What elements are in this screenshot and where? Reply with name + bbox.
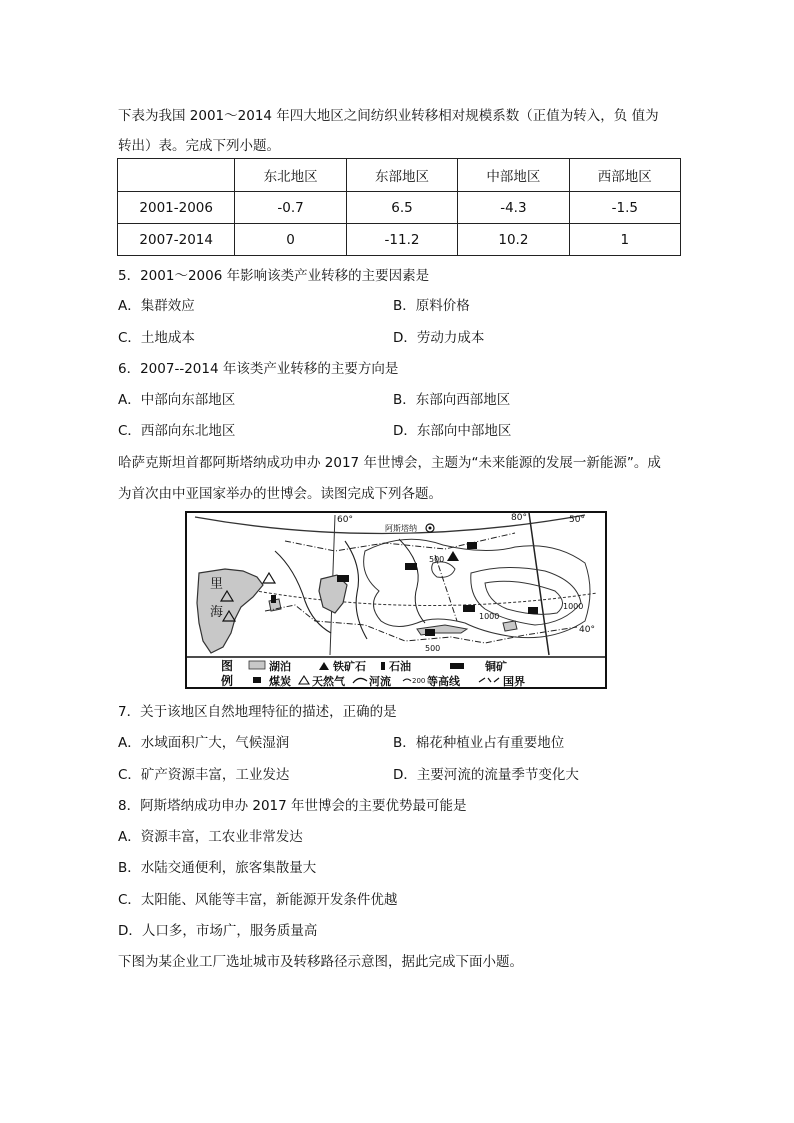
q8-option-b: B．水陆交通便利，旅客集散量大 (118, 860, 317, 876)
table-cell: -4.3 (458, 192, 569, 224)
legend-coal-icon (253, 677, 261, 683)
central-asia-map (185, 511, 607, 689)
q7-option-a: A．水域面积广大，气候湿润 (118, 735, 290, 751)
q6-option-c: C．西部向东北地区 (118, 423, 236, 439)
q8-option-a: A．资源丰富，工农业非常发达 (118, 829, 303, 845)
longitude-60-label: 60° (337, 515, 353, 525)
table-header-cell: 西部地区 (569, 159, 680, 192)
transfer-coefficient-table (117, 158, 681, 256)
legend-lake-swatch (249, 661, 265, 669)
table-cell: -11.2 (346, 224, 457, 256)
copper-symbol (337, 575, 349, 582)
table-intro-line-1: 下表为我国 2001～2014 年四大地区之间纺织业转移相对规模系数（正值为转入，负 值为 (118, 108, 659, 124)
legend-lake-label: 湖泊 (269, 660, 291, 673)
table-cell: 0 (235, 224, 346, 256)
q6-stem: 6．2007--2014 年该类产业转移的主要方向是 (118, 361, 399, 377)
legend-copper-icon (450, 663, 464, 669)
table-cell: 6.5 (346, 192, 457, 224)
map-intro-line-2: 为首次由中亚国家举办的世博会。读图完成下列各题。 (118, 486, 442, 502)
table-cell: 1 (569, 224, 680, 256)
astana-label: 阿斯塔纳 (385, 524, 417, 533)
copper-symbol (405, 563, 417, 570)
table-row (118, 192, 681, 224)
table-header-cell: 东北地区 (235, 159, 346, 192)
legend-river-label: 河流 (369, 675, 391, 688)
q5-option-b: B．原料价格 (393, 298, 470, 314)
caspian-label-2: 海 (210, 605, 224, 620)
copper-symbol (463, 605, 475, 612)
q8-stem: 8．阿斯塔纳成功申办 2017 年世博会的主要优势最可能是 (118, 798, 467, 814)
coal-symbol (528, 607, 538, 614)
q7-option-b: B．棉花种植业占有重要地位 (393, 735, 565, 751)
q7-option-d: D．主要河流的流量季节变化大 (393, 767, 579, 783)
legend-title-1: 图 (221, 659, 234, 673)
q5-stem: 5．2001～2006 年影响该类产业转移的主要因素是 (118, 268, 430, 284)
legend-copper-label: 铜矿 (485, 660, 507, 673)
oil-symbol (271, 595, 276, 603)
q8-option-d: D．人口多，市场广，服务质量高 (118, 923, 318, 939)
coal-symbol (467, 542, 477, 549)
table-intro-line-2: 转出）表。完成下列小题。 (118, 138, 280, 154)
q5-option-d: D．劳动力成本 (393, 330, 485, 346)
table-cell: 10.2 (458, 224, 569, 256)
contour-label: 1000 (563, 602, 584, 611)
q7-stem: 7．关于该地区自然地理特征的描述，正确的是 (118, 704, 397, 720)
latitude-50-label: 50° (569, 515, 585, 525)
q8-option-c: C．太阳能、风能等丰富，新能源开发条件优越 (118, 892, 398, 908)
legend-border-label: 国界 (503, 675, 525, 688)
table-header-cell (118, 159, 235, 192)
table-cell: -0.7 (235, 192, 346, 224)
caspian-label-1: 里 (210, 577, 224, 592)
legend-oil-label: 石油 (389, 660, 411, 673)
table-header-row (118, 159, 681, 192)
latitude-40-label: 40° (579, 625, 595, 635)
legend-iron-label: 铁矿石 (333, 660, 366, 673)
legend-coal-label: 煤炭 (269, 675, 291, 688)
legend-oil-icon (381, 662, 385, 670)
contour-label: 1000 (479, 612, 500, 621)
astana-city-dot (429, 527, 432, 530)
q7-option-c: C．矿产资源丰富，工业发达 (118, 767, 290, 783)
table-header-cell: 中部地区 (458, 159, 569, 192)
q5-option-c: C．土地成本 (118, 330, 195, 346)
table-cell: 2001-2006 (118, 192, 235, 224)
longitude-80-label: 80° (511, 513, 527, 523)
legend-gas-label: 天然气 (312, 675, 345, 688)
q6-option-b: B．东部向西部地区 (393, 392, 511, 408)
q5-option-a: A．集群效应 (118, 298, 195, 314)
legend-contour-value: 200 (412, 677, 426, 685)
coal-symbol (425, 629, 435, 636)
contour-label: 500 (425, 644, 441, 653)
legend-title-2: 例 (221, 674, 234, 688)
contour-label: 500 (429, 555, 445, 564)
legend-contour-label: 等高线 (427, 675, 460, 688)
q6-option-d: D．东部向中部地区 (393, 423, 512, 439)
table-row (118, 224, 681, 256)
next-section-intro: 下图为某企业工厂选址城市及转移路径示意图，据此完成下面小题。 (118, 954, 523, 970)
table-cell: 2007-2014 (118, 224, 235, 256)
q6-option-a: A．中部向东部地区 (118, 392, 236, 408)
small-lake (503, 621, 517, 631)
table-header-cell: 东部地区 (346, 159, 457, 192)
table-cell: -1.5 (569, 192, 680, 224)
map-intro-line-1: 哈萨克斯坦首都阿斯塔纳成功申办 2017 年世博会，主题为“未来能源的发展一新能源”。成 (118, 455, 661, 471)
